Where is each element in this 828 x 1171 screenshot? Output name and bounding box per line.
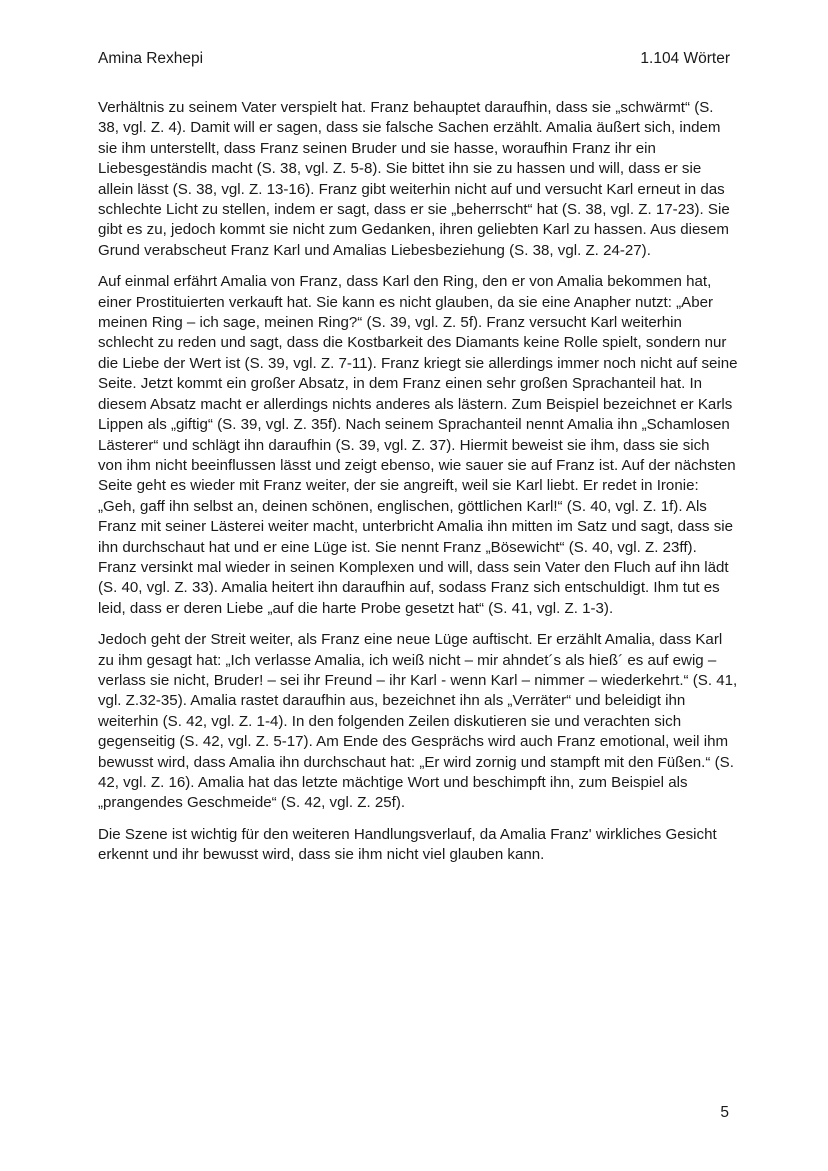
page-number: 5 — [720, 1104, 729, 1121]
author-name: Amina Rexhepi — [98, 50, 204, 67]
paragraph-2: Auf einmal erfährt Amalia von Franz, dass Karl den Ring, den er von Amalia bekommen hat, einer Prostituierten verkauft hat. Sie kann es nicht glauben, da sie eine Anapher nutzt: „Aber meinen Ring – ich sage, meinen Ring?“ (S. 39, vgl. Z. 5f). Franz versucht Karl weiterhin schlecht zu reden und sagt, dass die Kostbarkeit des Diamants keine Rolle spielt, sondern nur die Liebe der Wert ist (S. 39, vgl. Z. 7-11). Franz kriegt sie allerdings immer noch nicht auf seine Seite. Jetzt kommt ein großer Absatz, in dem Franz einen sehr großen Sprachanteil hat. In diesem Absatz macht er allerdings nichts anderes als lästern. Zum Beispiel bezeichnet er Karls Lippen als „giftig“ (S. 39, vgl. Z. 35f). Nach seinem Sprachanteil nennt Amalia ihn „Schamlosen Lästerer“ und schlägt ihn daraufhin (S. 39, vgl. Z. 37). Hiermit beweist sie ihm, dass sie sich von ihm nicht beeinflussen lässt und zeigt ebenso, wie sauer sie auf Franz ist. Auf der nächsten Seite geht es wieder mit Franz weiter, der sie angreift, weil sie Karl liebt. Er redet in Ironie: „Geh, gaff ihn selbst an, deinen schönen, englischen, göttlichen Karl!“ (S. 40, vgl. Z. 1f). Als Franz mit seiner Lästerei weiter macht, unterbricht Amalia ihn mitten im Satz und sagt, dass sie ihn durchschaut hat und er eine Lüge ist. Sie nennt Franz „Bösewicht“ (S. 40, vgl. Z. 23ff). Franz versinkt mal wieder in seinen Komplexen und will, dass sein Vater den Fluch auf ihn lädt (S. 40, vgl. Z. 33). Amalia heitert ihn daraufhin auf, sodass Franz sich entschuldigt. Ihm tut es leid, dass er deren Liebe „auf die harte Probe gesetzt hat“ (S. 41, vgl. Z. 1-3). — [98, 273, 738, 617]
word-count: 1.104 Wörter — [640, 50, 730, 67]
document-body — [98, 98, 738, 877]
paragraph-4: Die Szene ist wichtig für den weiteren Handlungsverlauf, da Amalia Franz' wirkliches Gesicht erkennt und ihr bewusst wird, dass sie ihm nicht viel glauben kann. — [98, 825, 717, 864]
paragraph-1: Verhältnis zu seinem Vater verspielt hat. Franz behauptet daraufhin, dass sie „schwärmt“ (S. 38, vgl. Z. 4). Damit will er sagen, dass sie falsche Sachen erzählt. Amalia äußert sich, indem sie ihm unterstellt, dass Franz seinen Bruder und sie hasse, woraufhin Franz ihr ein Liebesgeständis macht (S. 38, vgl. Z. 5-8). Sie bittet ihn sie zu hassen und will, dass er sie allein lässt (S. 38, vgl. Z. 13-16). Franz gibt weiterhin nicht auf und versucht Karl erneut in das schlechte Licht zu stellen, indem er sagt, dass er sie „beherrscht“ hat (S. 38, vgl. Z. 17-23). Sie gibt es zu, jedoch kommt sie nicht zum Gedanken, ihren geliebten Karl zu hassen. Aus diesem Grund verabscheut Franz Karl und Amalias Liebesbeziehung (S. 38, vgl. Z. 24-27). — [98, 99, 730, 259]
paragraph-3: Jedoch geht der Streit weiter, als Franz eine neue Lüge auftischt. Er erzählt Amalia, dass Karl zu ihm gesagt hat: „Ich verlasse Amalia, ich weiß nicht – mir ahndet´s als hieß´ es auf ewig – verlass sie nicht, Bruder! – sei ihr Freund – ihr Karl - wenn Karl – nimmer – wiederkehrt.“ (S. 41, vgl. Z.32-35). Amalia rastet daraufhin aus, bezeichnet ihn als „Verräter“ und beleidigt ihn weiterhin (S. 42, vgl. Z. 1-4). In den folgenden Zeilen diskutieren sie und verachten sich gegenseitig (S. 42, vgl. Z. 5-17). Am Ende des Gesprächs wird auch Franz emotional, weil ihm bewusst wird, dass Amalia ihn durchschaut hat: „Er wird zornig und stampft mit den Füßen.“ (S. 42, vgl. Z. 16). Amalia hat das letzte mächtige Wort und beschimpft ihn, zum Beispiel als „prangendes Geschmeide“ (S. 42, vgl. Z. 25f). — [98, 631, 738, 812]
